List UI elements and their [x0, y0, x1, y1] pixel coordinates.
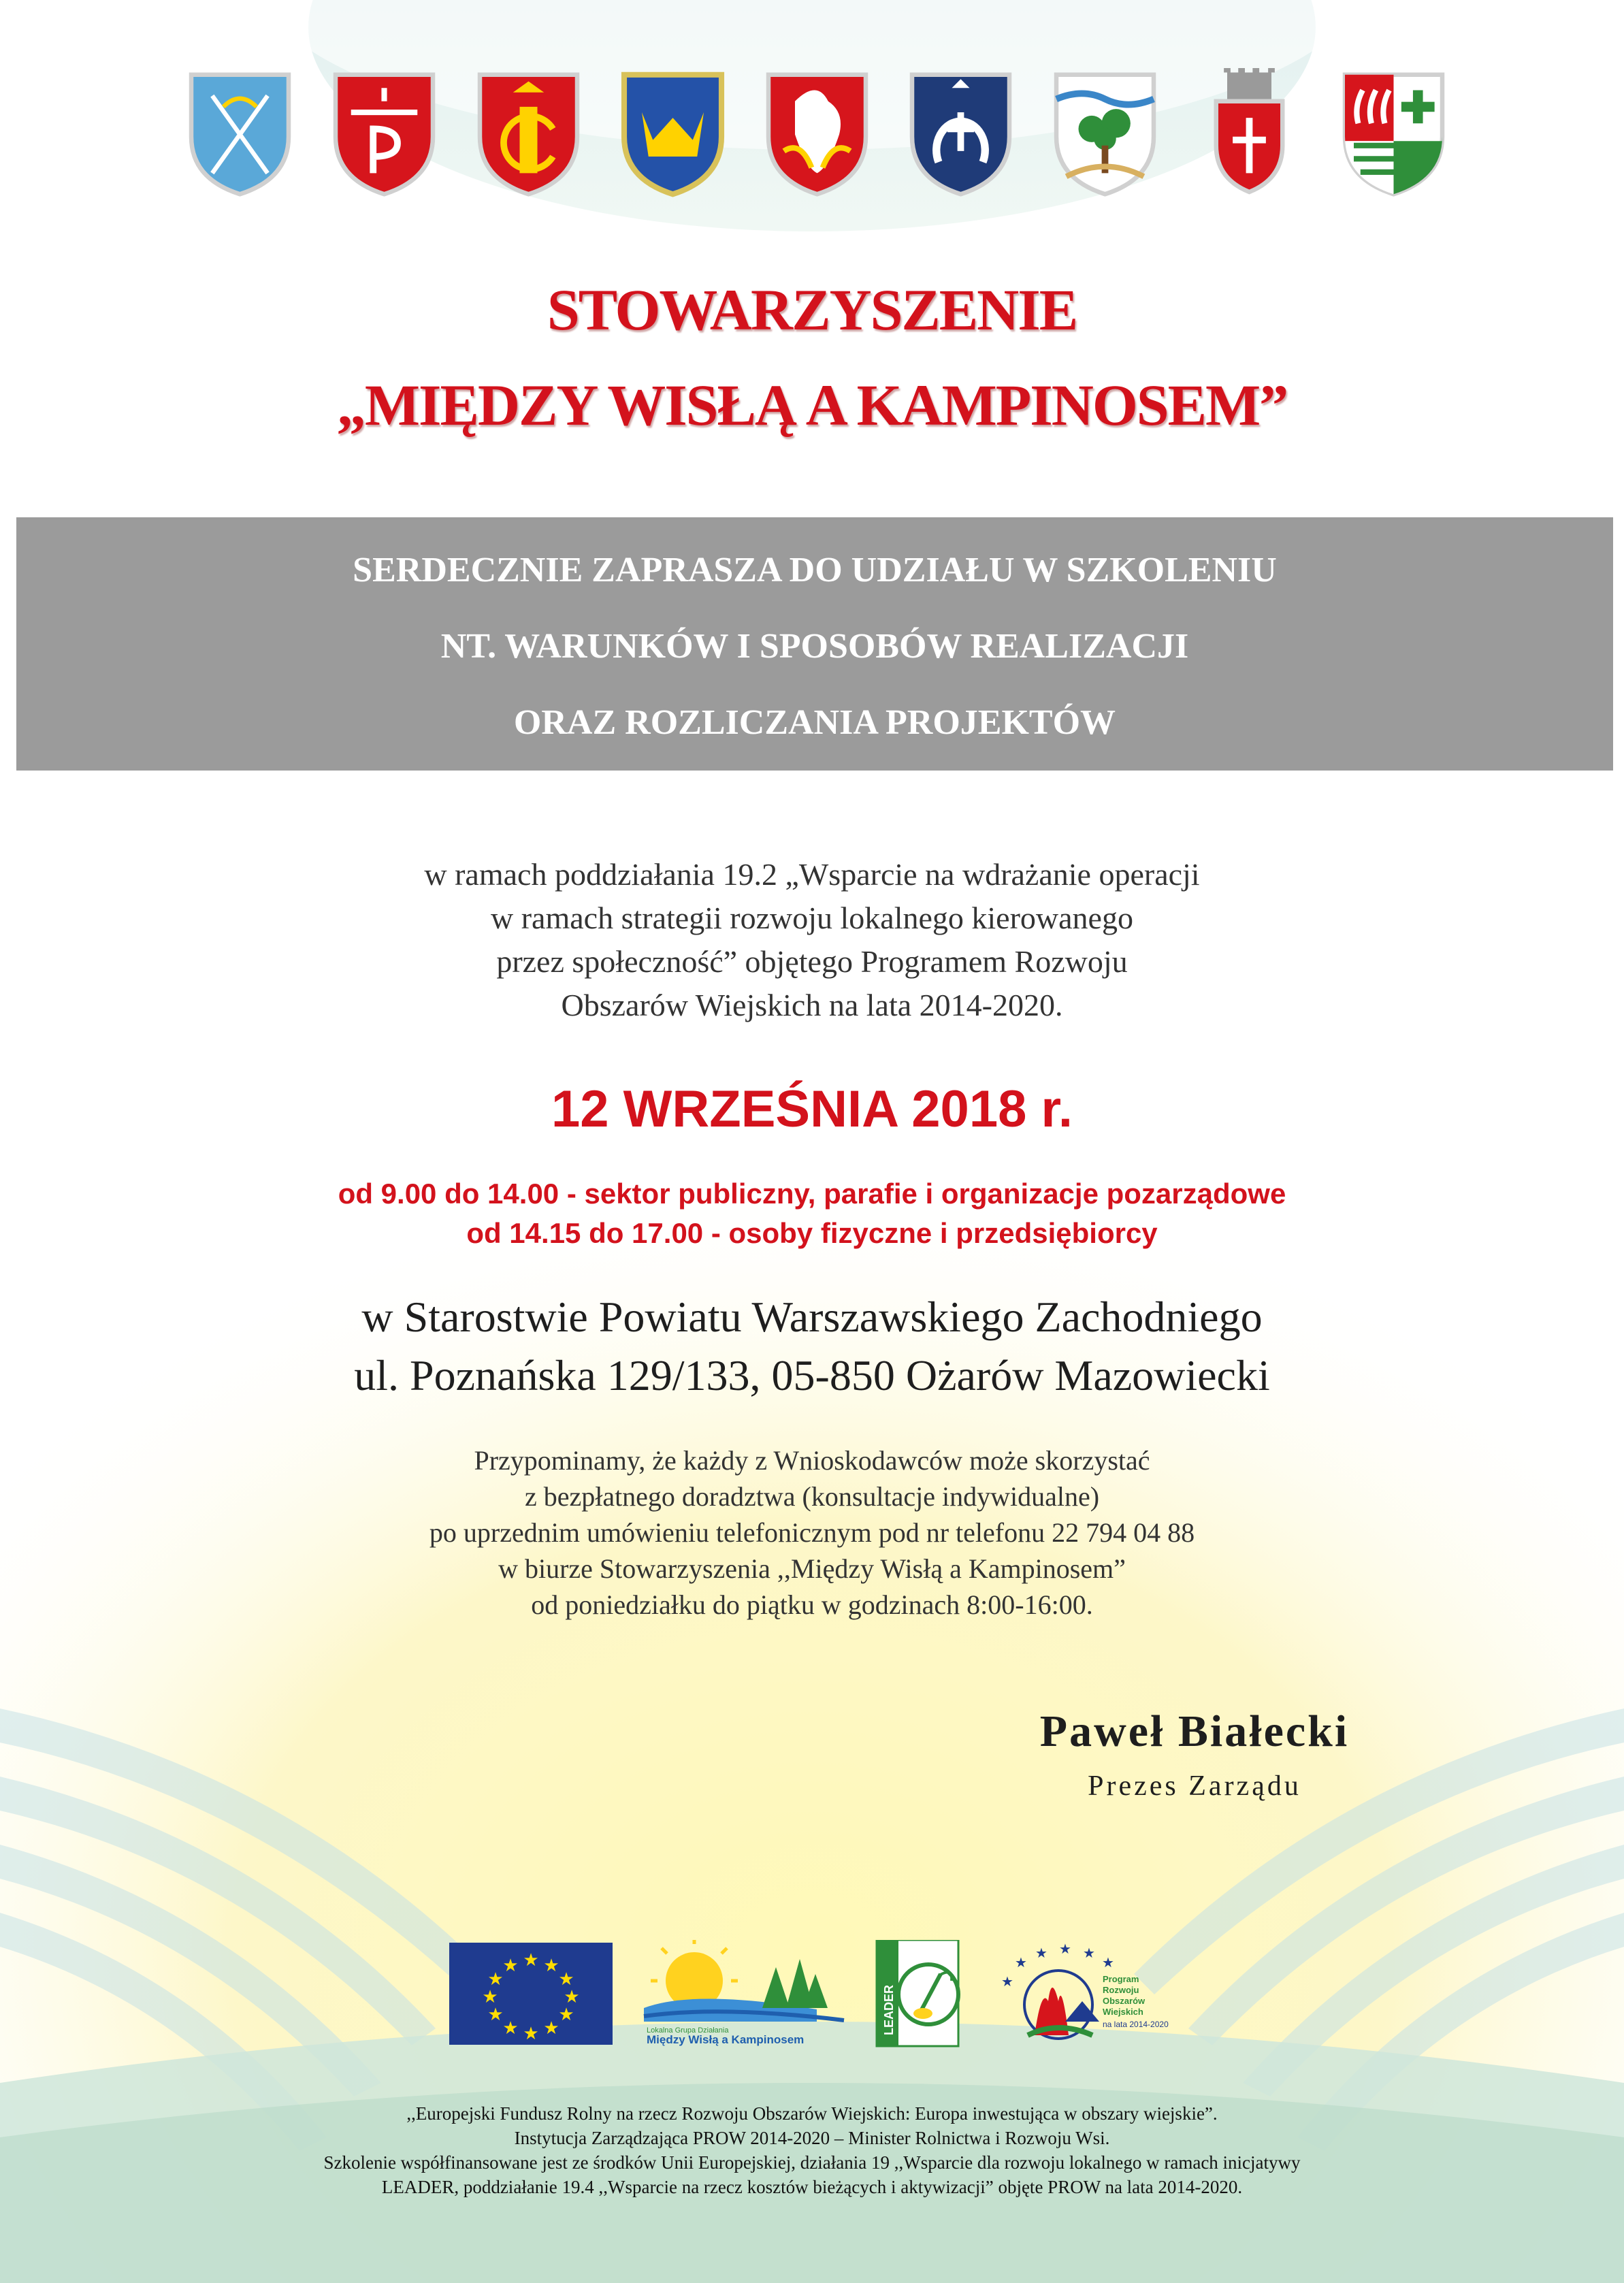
svg-text:★: ★ — [487, 1969, 504, 1990]
svg-text:★: ★ — [502, 1956, 519, 1976]
svg-text:★: ★ — [1015, 1954, 1027, 1971]
reminder-line-4: w biurze Stowarzyszenia ,,Między Wisłą a Kampinosem” — [498, 1553, 1126, 1584]
svg-text:★: ★ — [487, 2005, 504, 2025]
lgd-logo — [644, 1940, 844, 2046]
intro-line-4: Obszarów Wiejskich na lata 2014-2020. — [561, 988, 1063, 1022]
title-line-2: „MIĘDZY WISŁĄ A KAMPINOSEM” — [336, 372, 1288, 438]
invitation-banner — [16, 517, 1613, 771]
intro-line-1: w ramach poddziałania 19.2 „Wsparcie na wdrażanie operacji — [424, 857, 1200, 892]
banner-line-2: NT. WARUNKÓW I SPOSOBÓW REALIZACJI — [440, 627, 1189, 666]
svg-text:★: ★ — [1001, 1973, 1013, 1990]
hours-line-1: od 9.00 do 14.00 - sektor publiczny, parafie i organizacje pozarządowe — [338, 1178, 1286, 1210]
prow-label-2: Rozwoju — [1103, 1985, 1139, 1995]
crests-row — [184, 68, 1450, 204]
crest-horseshoe-cross-icon — [905, 68, 1017, 201]
svg-text:★: ★ — [558, 1969, 574, 1990]
crest-eagle-p-icon — [328, 68, 440, 201]
prow-label-1: Program — [1103, 1974, 1139, 1984]
prow-logo — [1001, 1941, 1169, 2039]
event-date: 12 WRZEŚNIA 2018 r. — [551, 1080, 1073, 1138]
footer-line-1: ,,Europejski Fundusz Rolny na rzecz Rozwoju Obszarów Wiejskich: Europa inwestująca w obszary wiejskie”. — [406, 2103, 1218, 2124]
hours-line-2: od 14.15 do 17.00 - osoby fizyczne i przedsiębiorcy — [466, 1217, 1158, 1249]
svg-text:★: ★ — [502, 2018, 519, 2039]
prow-label-5: na lata 2014-2020 — [1103, 2020, 1169, 2029]
reminder-line-3: po uprzednim umówieniu telefonicznym pod nr telefonu 22 794 04 88 — [429, 1517, 1195, 1548]
leader-logo — [877, 1940, 958, 2046]
svg-text:★: ★ — [1035, 1945, 1048, 1961]
reminder-line-1: Przypominamy, że każdy z Wnioskodawców może skorzystać — [474, 1445, 1150, 1476]
crest-tree-icon — [1049, 68, 1161, 201]
svg-text:★: ★ — [1059, 1941, 1071, 1957]
crest-flames-cross-icon — [1337, 68, 1450, 201]
intro-line-3: przez społeczność” objętego Programem Rozwoju — [496, 944, 1128, 979]
banner-line-1: SERDECZNIE ZAPRASZA DO UDZIAŁU W SZKOLENIU — [353, 551, 1277, 589]
venue-line-1: w Starostwie Powiatu Warszawskiego Zachodniego — [361, 1293, 1263, 1341]
signature-role: Prezes Zarządu — [1088, 1770, 1301, 1802]
lgd-small-label: Lokalna Grupa Działania — [647, 2026, 729, 2035]
eu-flag-icon — [449, 1943, 613, 2045]
crest-red-eagle-icon — [761, 68, 873, 201]
intro-line-2: w ramach strategii rozwoju lokalnego kierowanego — [491, 901, 1133, 935]
prow-label-4: Wiejskich — [1103, 2007, 1143, 2017]
prow-label-3: Obszarów — [1103, 1996, 1146, 2006]
svg-text:★: ★ — [543, 1956, 559, 1976]
crest-crown-icon — [617, 68, 729, 201]
venue-line-2: ul. Poznańska 129/133, 05-850 Ożarów Mazowiecki — [354, 1351, 1270, 1399]
svg-text:★: ★ — [523, 2024, 539, 2044]
footer-line-3: Szkolenie współfinansowane jest ze środków Unii Europejskiej, działania 19 ,,Wsparcie dla rozwoju lokalnego w ramach inicjatywy — [323, 2152, 1301, 2173]
svg-text:★: ★ — [564, 1987, 580, 2007]
crest-sabre-icon — [184, 68, 296, 201]
svg-text:★: ★ — [1083, 1945, 1095, 1961]
svg-text:★: ★ — [523, 1950, 539, 1971]
reminder-line-5: od poniedziałku do piątku w godzinach 8:00-16:00. — [531, 1589, 1093, 1620]
svg-text:★: ★ — [543, 2018, 559, 2039]
crest-red-castle-icon — [1193, 68, 1305, 201]
crest-column-icon — [472, 68, 585, 201]
footer-line-4: LEADER, poddziałanie 19.4 ,,Wsparcie na rzecz kosztów bieżących i aktywizacji” objęte PROW na lata 2014-2020. — [381, 2177, 1243, 2197]
leader-label: LEADER — [882, 1984, 896, 2035]
svg-text:★: ★ — [482, 1987, 498, 2007]
title-line-1: STOWARZYSZENIE — [547, 277, 1077, 342]
banner-line-3: ORAZ ROZLICZANIA PROJEKTÓW — [513, 703, 1116, 742]
reminder-line-2: z bezpłatnego doradztwa (konsultacje indywidualne) — [524, 1481, 1100, 1512]
lgd-name-label: Między Wisłą a Kampinosem — [647, 2033, 805, 2046]
sponsor-logos — [449, 1940, 1184, 2049]
svg-text:★: ★ — [1102, 1954, 1114, 1971]
svg-text:★: ★ — [558, 2005, 574, 2025]
footer-line-2: Instytucja Zarządzająca PROW 2014-2020 – Minister Rolnictwa i Rozwoju Wsi. — [514, 2128, 1110, 2148]
signature-name: Paweł Białecki — [1039, 1706, 1350, 1756]
